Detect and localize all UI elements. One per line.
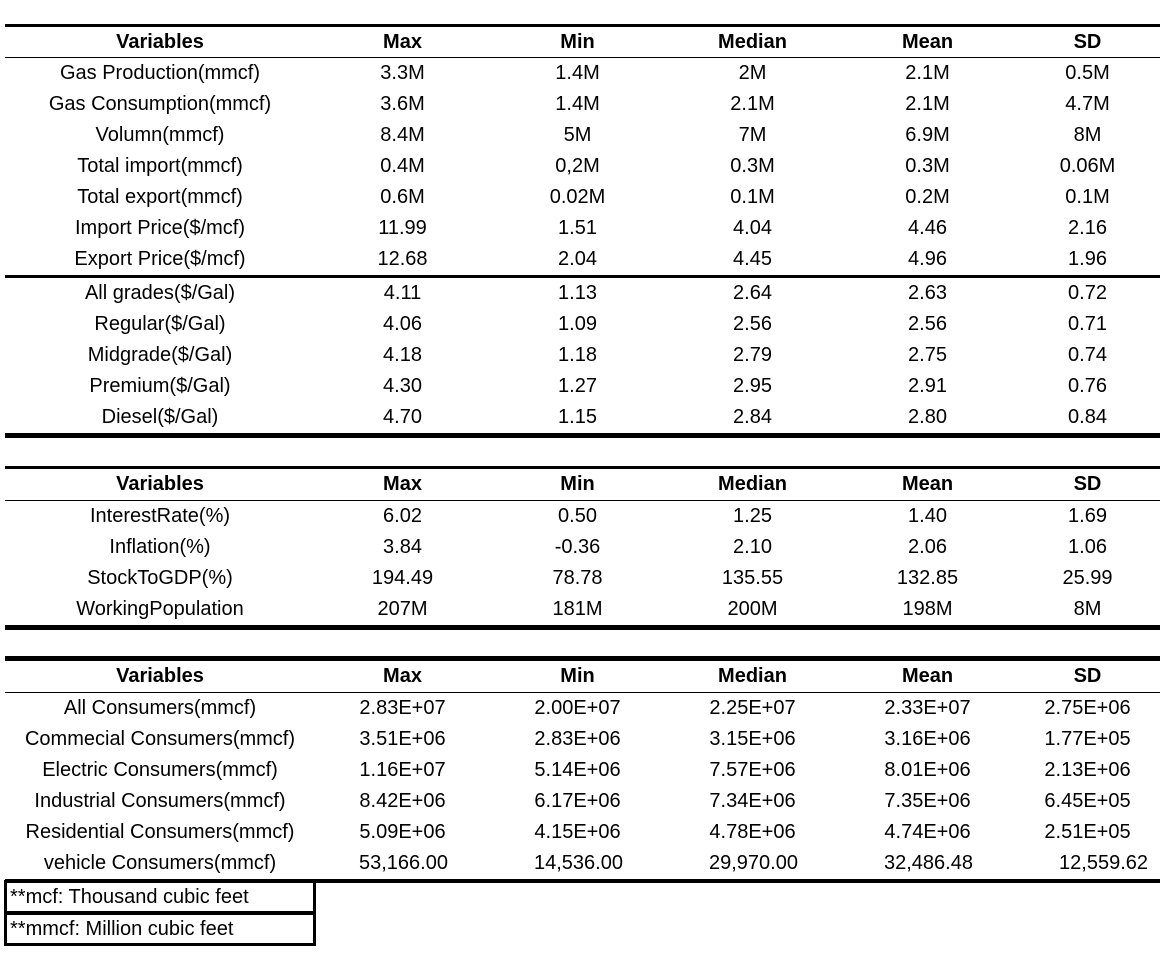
cell-variable: Import Price($/mcf) [74, 217, 246, 239]
cell-median: 200M [665, 594, 840, 628]
cell-mean: 1.40 [908, 505, 947, 527]
header-min: Min [490, 659, 665, 693]
economic-stats-table [5, 466, 1160, 630]
cell-median: 4.78E+06 [709, 821, 796, 843]
cell-variable: vehicle Consumers(mmcf) [5, 848, 315, 881]
cell-mean: 32,486.48 [840, 848, 1015, 881]
cell-sd: 0.71 [1068, 313, 1107, 335]
cell-median: 0.1M [730, 186, 775, 208]
table-header-row [5, 26, 1160, 58]
cell-variable: StockToGDP(%) [87, 567, 233, 589]
cell-variable: Electric Consumers(mmcf) [42, 759, 278, 781]
cell-max: 4.11 [383, 282, 422, 304]
cell-variable: InterestRate(%) [89, 505, 231, 527]
cell-sd: 0.74 [1068, 344, 1107, 366]
cell-mean: 2.33E+07 [884, 697, 971, 719]
header-min: Min [490, 26, 665, 58]
cell-min: 5.14E+06 [534, 759, 621, 781]
cell-min: 1.51 [558, 217, 597, 239]
cell-median: 0.3M [730, 155, 775, 177]
cell-min: 4.15E+06 [534, 821, 621, 843]
cell-mean: 4.74E+06 [884, 821, 971, 843]
cell-sd: 0.5M [1065, 62, 1110, 84]
cell-median: 1.25 [733, 505, 772, 527]
cell-min: 0.50 [558, 505, 597, 527]
cell-mean: 2.75 [908, 344, 947, 366]
header-sd: SD [1015, 659, 1160, 693]
cell-max: 0.6M [380, 186, 425, 208]
table-row [5, 120, 1160, 151]
table-row [5, 786, 1160, 817]
cell-sd: 0.06M [1059, 155, 1116, 177]
cell-max: 12.68 [315, 244, 490, 277]
cell-mean: 6.9M [905, 124, 950, 146]
cell-sd: 6.45E+05 [1044, 790, 1131, 812]
cell-variable: Diesel($/Gal) [5, 402, 315, 436]
cell-mean: 2.91 [908, 375, 947, 397]
consumer-stats-table [5, 656, 1160, 883]
table-row [5, 563, 1160, 594]
cell-min: 2.04 [490, 244, 665, 277]
cell-mean: 2.1M [905, 93, 950, 115]
cell-mean: 132.85 [896, 567, 959, 589]
header-max: Max [315, 468, 490, 501]
table-row [5, 848, 1160, 881]
cell-min: 1.15 [490, 402, 665, 436]
table-row [5, 340, 1160, 371]
cell-min: 1.09 [558, 313, 597, 335]
cell-variable: WorkingPopulation [5, 594, 315, 628]
table-row [5, 594, 1160, 628]
cell-variable: Total export(mmcf) [77, 186, 243, 208]
cell-sd: 2.51E+05 [1044, 821, 1131, 843]
header-median: Median [665, 26, 840, 58]
cell-median: 7M [738, 124, 767, 146]
cell-median: 4.45 [665, 244, 840, 277]
cell-max: 3.51E+06 [359, 728, 446, 750]
cell-variable: Commecial Consumers(mmcf) [24, 728, 296, 750]
cell-min: -0.36 [554, 536, 601, 558]
cell-sd: 2.13E+06 [1044, 759, 1131, 781]
cell-median: 29,970.00 [665, 848, 840, 881]
cell-mean: 2.56 [908, 313, 947, 335]
cell-mean: 0.3M [905, 155, 950, 177]
cell-mean: 3.16E+06 [884, 728, 971, 750]
table-row [5, 371, 1160, 402]
cell-variable: Premium($/Gal) [89, 375, 231, 397]
header-max: Max [315, 659, 490, 693]
cell-mean: 4.46 [908, 217, 947, 239]
header-variables: Variables [5, 26, 315, 58]
cell-median: 2.25E+07 [709, 697, 796, 719]
cell-mean: 198M [840, 594, 1015, 628]
table-row [5, 213, 1160, 244]
cell-sd: 1.96 [1015, 244, 1160, 277]
cell-variable: Volumn(mmcf) [95, 124, 225, 146]
cell-sd: 0.84 [1015, 402, 1160, 436]
cell-max: 6.02 [383, 505, 422, 527]
cell-max: 2.83E+07 [359, 697, 446, 719]
table-row [5, 182, 1160, 213]
cell-mean: 2.06 [908, 536, 947, 558]
cell-mean: 4.96 [840, 244, 1015, 277]
table-row [5, 693, 1160, 725]
cell-max: 3.6M [380, 93, 425, 115]
cell-min: 0.02M [549, 186, 606, 208]
cell-median: 2.84 [665, 402, 840, 436]
cell-variable: Gas Consumption(mmcf) [48, 93, 272, 115]
cell-max: 3.84 [383, 536, 422, 558]
cell-variable: Inflation(%) [109, 536, 211, 558]
cell-min: 1.13 [558, 282, 597, 304]
cell-sd: 2.75E+06 [1044, 697, 1131, 719]
cell-median: 135.55 [721, 567, 784, 589]
header-sd: SD [1015, 26, 1160, 58]
cell-sd: 1.69 [1068, 505, 1107, 527]
cell-median: 4.04 [733, 217, 772, 239]
cell-sd: 1.77E+05 [1044, 728, 1131, 750]
cell-mean: 7.35E+06 [884, 790, 971, 812]
cell-median: 2.95 [733, 375, 772, 397]
cell-min: 1.4M [555, 62, 600, 84]
cell-max: 11.99 [378, 217, 427, 239]
header-min: Min [490, 468, 665, 501]
cell-max: 5.09E+06 [359, 821, 446, 843]
cell-sd: 2.16 [1068, 217, 1107, 239]
cell-max: 8.42E+06 [359, 790, 446, 812]
cell-sd: 4.7M [1065, 93, 1110, 115]
cell-variable: All grades($/Gal) [84, 282, 236, 304]
table-row [5, 402, 1160, 436]
cell-mean: 0.2M [905, 186, 950, 208]
cell-median: 2.56 [733, 313, 772, 335]
cell-max: 3.3M [380, 62, 425, 84]
table-row [5, 724, 1160, 755]
cell-max: 53,166.00 [315, 848, 490, 881]
header-variables: Variables [5, 468, 315, 501]
cell-max: 207M [315, 594, 490, 628]
cell-sd: 0.72 [1068, 282, 1107, 304]
header-median: Median [665, 659, 840, 693]
cell-min: 181M [490, 594, 665, 628]
cell-variable: Gas Production(mmcf) [59, 62, 261, 84]
cell-min: 14,536.00 [490, 848, 665, 881]
header-mean: Mean [840, 26, 1015, 58]
table-row [5, 89, 1160, 120]
cell-mean: 8.01E+06 [884, 759, 971, 781]
cell-median: 7.34E+06 [709, 790, 796, 812]
cell-min: 1.4M [555, 93, 600, 115]
cell-min: 78.78 [552, 567, 603, 589]
cell-variable: Regular($/Gal) [94, 313, 226, 335]
table-row [5, 277, 1160, 310]
cell-min: 5M [563, 124, 592, 146]
cell-median: 7.57E+06 [709, 759, 796, 781]
table-row [5, 244, 1160, 277]
cell-min: 2.00E+07 [534, 697, 621, 719]
cell-max: 4.18 [383, 344, 422, 366]
header-sd: SD [1015, 468, 1160, 501]
gas-fuel-stats-table [5, 24, 1160, 438]
table-row [5, 755, 1160, 786]
cell-max: 4.06 [383, 313, 422, 335]
cell-min: 1.18 [558, 344, 597, 366]
cell-min: 6.17E+06 [534, 790, 621, 812]
cell-mean: 2.1M [905, 62, 950, 84]
cell-sd: 8M [1015, 594, 1160, 628]
cell-variable: Export Price($/mcf) [5, 244, 315, 277]
header-mean: Mean [840, 468, 1015, 501]
table-row [5, 58, 1160, 90]
table-row [5, 309, 1160, 340]
table-header-row [5, 468, 1160, 501]
table-row [5, 532, 1160, 563]
cell-variable: All Consumers(mmcf) [63, 697, 257, 719]
cell-max: 8.4M [380, 124, 425, 146]
footnote-mcf: **mcf: Thousand cubic feet [4, 880, 316, 914]
header-median: Median [665, 468, 840, 501]
cell-sd: 8M [1073, 124, 1102, 146]
cell-mean: 2.80 [840, 402, 1015, 436]
cell-median: 2M [738, 62, 767, 84]
cell-sd: 25.99 [1062, 567, 1113, 589]
table-row [5, 501, 1160, 533]
cell-median: 2.10 [733, 536, 772, 558]
cell-max: 0.4M [380, 155, 425, 177]
cell-max: 194.49 [371, 567, 434, 589]
cell-sd: 0.76 [1068, 375, 1107, 397]
cell-variable: Total import(mmcf) [77, 155, 243, 177]
cell-variable: Industrial Consumers(mmcf) [34, 790, 286, 812]
cell-max: 4.30 [383, 375, 422, 397]
cell-sd: 1.06 [1068, 536, 1107, 558]
cell-sd: 0.1M [1065, 186, 1110, 208]
cell-min: 1.27 [558, 375, 597, 397]
header-variables: Variables [5, 659, 315, 693]
table-header-row [5, 659, 1160, 693]
table-row [5, 817, 1160, 848]
cell-variable: Residential Consumers(mmcf) [25, 821, 295, 843]
cell-mean: 2.63 [908, 282, 947, 304]
cell-min: 2.83E+06 [534, 728, 621, 750]
table-row [5, 151, 1160, 182]
cell-max: 1.16E+07 [359, 759, 446, 781]
cell-median: 2.79 [733, 344, 772, 366]
header-mean: Mean [840, 659, 1015, 693]
cell-median: 2.64 [733, 282, 772, 304]
cell-min: 0,2M [555, 155, 600, 177]
cell-max: 4.70 [315, 402, 490, 436]
cell-median: 3.15E+06 [709, 728, 796, 750]
cell-median: 2.1M [730, 93, 775, 115]
header-max: Max [315, 26, 490, 58]
footnote-mmcf: **mmcf: Million cubic feet [4, 912, 316, 946]
cell-sd: 12,559.62 [1015, 848, 1160, 881]
cell-variable: Midgrade($/Gal) [87, 344, 233, 366]
